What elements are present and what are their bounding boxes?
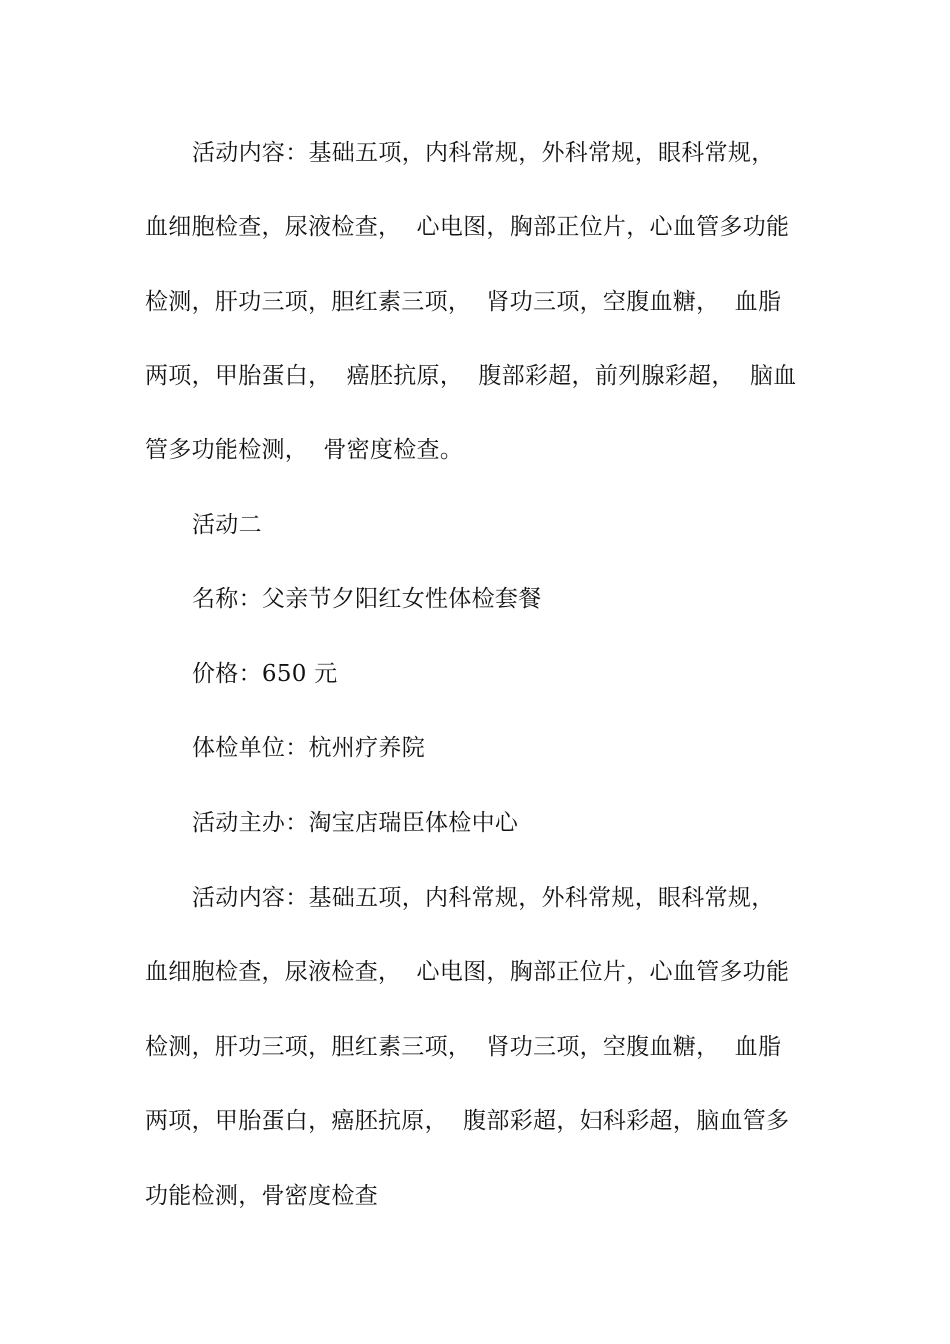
- paragraph-line: 两项，甲胎蛋白， 癌胚抗原， 腹部彩超，前列腺彩超， 脑血: [145, 363, 797, 389]
- exam-unit: 体检单位：杭州疗养院: [192, 735, 425, 761]
- package-price: 价格：650 元: [192, 661, 338, 687]
- paragraph-line: 检测，肝功三项，胆红素三项， 肾功三项，空腹血糖， 血脂: [145, 1034, 782, 1060]
- paragraph-line: 功能检测，骨密度检查: [145, 1183, 378, 1209]
- section-heading: 活动二: [192, 512, 262, 538]
- organizer: 活动主办：淘宝店瑞臣体检中心: [192, 810, 519, 836]
- paragraph-line: 活动内容：基础五项，内科常规，外科常规，眼科常规，: [192, 885, 775, 911]
- paragraph-line: 活动内容：基础五项，内科常规，外科常规，眼科常规，: [192, 140, 775, 166]
- package-name: 名称：父亲节夕阳红女性体检套餐: [192, 586, 542, 612]
- paragraph-line: 两项，甲胎蛋白，癌胚抗原， 腹部彩超，妇科彩超，脑血管多: [145, 1108, 790, 1134]
- paragraph-line: 血细胞检查，尿液检查， 心电图，胸部正位片，心血管多功能: [145, 959, 790, 985]
- paragraph-line: 管多功能检测， 骨密度检查。: [145, 437, 464, 463]
- paragraph-line: 检测，肝功三项，胆红素三项， 肾功三项，空腹血糖， 血脂: [145, 289, 782, 315]
- paragraph-line: 血细胞检查，尿液检查， 心电图，胸部正位片，心血管多功能: [145, 214, 790, 240]
